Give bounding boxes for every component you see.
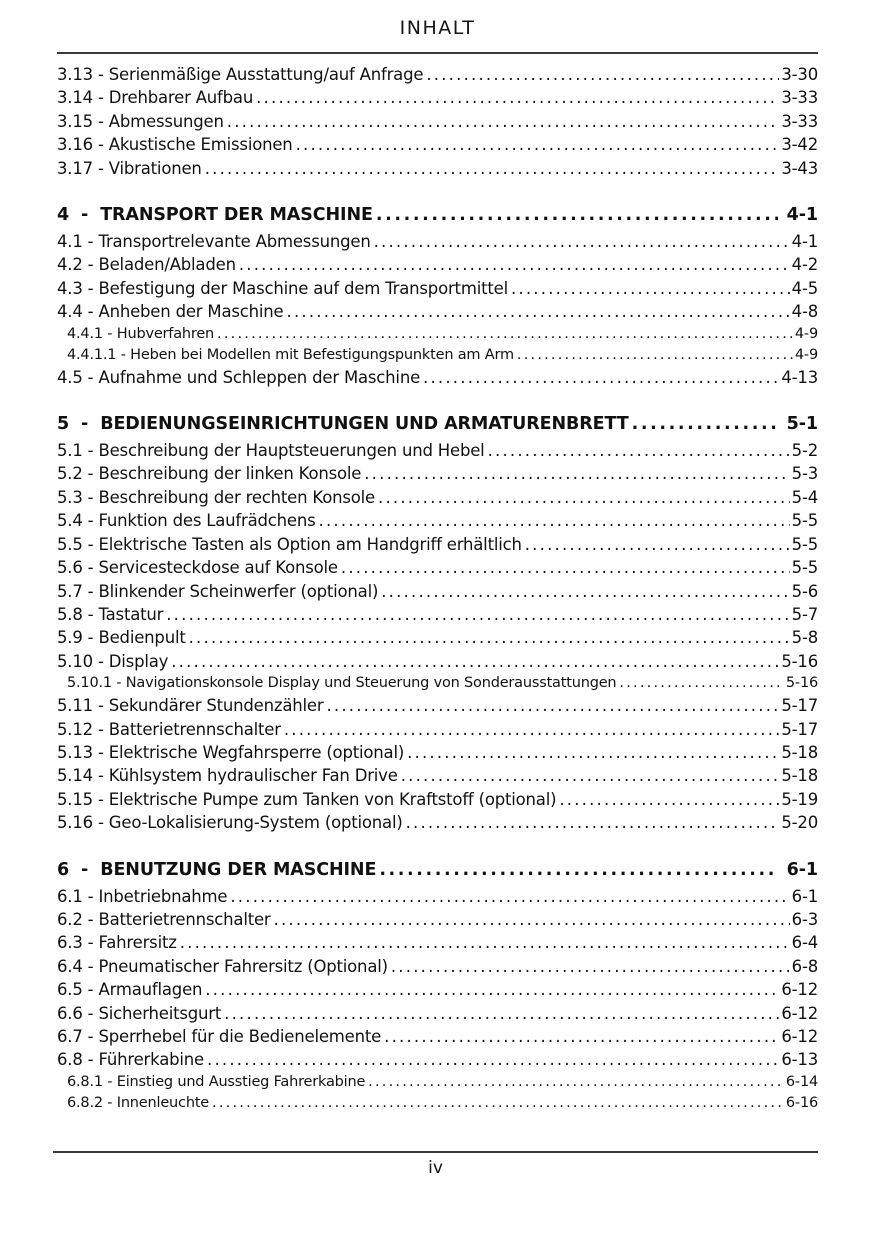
toc-entry-label: 5.16 - Geo-Lokalisierung-System (optional) [57, 813, 403, 833]
dot-leader [217, 324, 793, 345]
toc-entry-label: 6.8.2 - Innenleuchte [67, 1094, 210, 1111]
dot-leader [525, 533, 790, 556]
toc-entry-label: 5.6 - Servicesteckdose auf Konsole [57, 558, 338, 578]
dot-leader [274, 908, 790, 931]
dot-leader [189, 626, 790, 649]
toc-entry-label: 4.4.1 - Hubverfahren [67, 325, 215, 342]
dot-leader [619, 673, 783, 694]
toc-group [57, 855, 818, 1114]
toc-entry [57, 978, 818, 1001]
toc-entry-page: 5-8 [791, 628, 818, 648]
toc-entry-page: 6-4 [791, 933, 818, 953]
dot-leader [205, 157, 780, 180]
toc-section-heading [57, 409, 818, 439]
toc-entry [57, 1048, 818, 1071]
toc-entry-page: 6-14 [785, 1073, 818, 1090]
toc-entry-label: 6.8 - Führerkabine [57, 1050, 204, 1070]
dot-leader [368, 1072, 784, 1093]
toc-entry-page: 5-4 [791, 487, 818, 507]
toc-entry [57, 86, 818, 109]
toc-entry [57, 626, 818, 649]
toc-entry-page: 6-1 [791, 886, 818, 906]
toc-entry-page: 5-7 [791, 604, 818, 624]
toc-entry-page: 6-3 [791, 909, 818, 929]
dot-leader [381, 580, 789, 603]
toc-entry-page: 6-12 [781, 980, 818, 1000]
toc-entry [57, 533, 818, 556]
dot-leader [423, 366, 779, 389]
toc-entry [57, 694, 818, 717]
toc-entry [57, 908, 818, 931]
toc-entry [57, 673, 818, 694]
toc-entry [57, 277, 818, 300]
toc-entry-label: 5.3 - Beschreibung der rechten Konsole [57, 487, 376, 507]
dot-leader [384, 1025, 779, 1048]
dot-leader [171, 650, 779, 673]
toc-entry [57, 556, 818, 579]
toc-entry [57, 1002, 818, 1025]
toc-entry-page: 5-18 [781, 742, 818, 762]
toc-entry-page: 6-12 [781, 1003, 818, 1023]
toc-entry-label: 4.3 - Befestigung der Maschine auf dem Transportmittel [57, 278, 508, 298]
toc-entry-label: 6.2 - Batterietrennschalter [57, 909, 271, 929]
toc-entry-label: 5.11 - Sekundärer Stundenzähler [57, 696, 324, 716]
toc-entry [57, 811, 818, 834]
toc-entry-label: 5.10.1 - Navigationskonsole Display und Steuerung von Sonderausstattungen [67, 675, 617, 692]
toc-entry-label: 6.4 - Pneumatischer Fahrersitz (Optional) [57, 956, 388, 976]
toc-entry-label: 5.4 - Funktion des Laufrädchens [57, 511, 316, 531]
dot-leader [559, 788, 779, 811]
dot-leader [212, 1093, 784, 1114]
toc-entry [57, 253, 818, 276]
toc-entry-page: 6-8 [791, 956, 818, 976]
table-of-contents [57, 63, 818, 1114]
toc-entry-label: 5.9 - Bedienpult [57, 628, 186, 648]
dot-leader [180, 931, 790, 954]
dot-leader [379, 855, 777, 885]
dot-leader [284, 718, 780, 741]
dot-leader [517, 345, 793, 366]
toc-entry-page: 5-17 [781, 696, 818, 716]
toc-entry-label: 4.4 - Anheben der Maschine [57, 302, 284, 322]
toc-entry-label: 5.7 - Blinkender Scheinwerfer (optional) [57, 581, 379, 601]
toc-entry [57, 788, 818, 811]
dot-leader [287, 300, 790, 323]
footer-page-number: iv [428, 1158, 443, 1178]
dot-leader [426, 63, 779, 86]
dot-leader [406, 811, 780, 834]
toc-entry-page: 4-1 [786, 205, 818, 226]
toc-entry-page: 5-6 [791, 581, 818, 601]
dot-leader [256, 86, 779, 109]
toc-group [57, 409, 818, 835]
toc-entry-label: 5.13 - Elektrische Wegfahrsperre (optional) [57, 742, 405, 762]
toc-entry [57, 955, 818, 978]
toc-entry [57, 157, 818, 180]
dot-leader [227, 110, 780, 133]
toc-entry-page: 3-33 [781, 111, 818, 131]
dot-leader [391, 955, 790, 978]
dot-leader [364, 462, 789, 485]
toc-entry [57, 324, 818, 345]
toc-entry [57, 345, 818, 366]
toc-entry-label: 5 - BEDIENUNGSEINRICHTUNGEN UND ARMATURENBRETT [57, 414, 629, 435]
toc-entry-page: 5-3 [791, 464, 818, 484]
toc-entry-page: 5-1 [786, 414, 818, 435]
toc-entry-page: 4-1 [791, 232, 818, 252]
toc-entry-label: 6.1 - Inbetriebnahme [57, 886, 228, 906]
toc-entry [57, 486, 818, 509]
toc-entry [57, 300, 818, 323]
toc-entry-label: 4 - TRANSPORT DER MASCHINE [57, 205, 373, 226]
dot-leader [374, 230, 790, 253]
toc-entry [57, 462, 818, 485]
toc-entry-page: 5-5 [791, 534, 818, 554]
toc-group [57, 200, 818, 389]
toc-entry-page: 5-2 [791, 441, 818, 461]
toc-entry-page: 5-16 [781, 651, 818, 671]
dot-leader [401, 764, 780, 787]
toc-entry-page: 4-2 [791, 255, 818, 275]
toc-entry-page: 5-18 [781, 766, 818, 786]
toc-entry [57, 1025, 818, 1048]
toc-section-heading [57, 200, 818, 230]
footer-rule [53, 1151, 818, 1153]
toc-entry-label: 6.5 - Armauflagen [57, 980, 203, 1000]
toc-entry-label: 5.2 - Beschreibung der linken Konsole [57, 464, 362, 484]
toc-entry-page: 3-33 [781, 88, 818, 108]
dot-leader [224, 1002, 779, 1025]
dot-leader [207, 1048, 779, 1071]
dot-leader [230, 885, 789, 908]
header-rule [57, 52, 818, 54]
dot-leader [205, 978, 779, 1001]
toc-section-heading [57, 855, 818, 885]
toc-entry-label: 5.5 - Elektrische Tasten als Option am Handgriff erhältlich [57, 534, 522, 554]
toc-entry [57, 63, 818, 86]
toc-entry-label: 6.6 - Sicherheitsgurt [57, 1003, 222, 1023]
toc-entry-page: 6-13 [781, 1050, 818, 1070]
toc-entry [57, 764, 818, 787]
toc-entry-label: 5.14 - Kühlsystem hydraulischer Fan Drive [57, 766, 398, 786]
toc-entry-label: 5.10 - Display [57, 651, 169, 671]
toc-entry-page: 3-30 [781, 65, 818, 84]
toc-entry-page: 6-12 [781, 1027, 818, 1046]
toc-entry [57, 885, 818, 908]
page-footer [53, 1151, 818, 1178]
toc-entry-page: 3-43 [781, 158, 818, 178]
toc-entry-label: 5.15 - Elektrische Pumpe zum Tanken von Kraftstoff (optional) [57, 789, 557, 809]
toc-entry [57, 110, 818, 133]
toc-entry-page: 4-13 [781, 367, 818, 387]
dot-leader [166, 603, 789, 626]
dot-leader [488, 439, 790, 462]
toc-entry [57, 1072, 818, 1093]
toc-entry-label: 5.12 - Batterietrennschalter [57, 719, 281, 739]
toc-entry [57, 509, 818, 532]
toc-entry [57, 1093, 818, 1114]
toc-group [57, 63, 818, 180]
toc-entry-page: 6-16 [785, 1094, 818, 1111]
dot-leader [239, 253, 790, 276]
toc-entry-page: 3-42 [781, 135, 818, 155]
toc-entry-page: 4-5 [791, 278, 818, 298]
dot-leader [376, 200, 778, 230]
toc-entry-label: 3.14 - Drehbarer Aufbau [57, 88, 254, 108]
toc-entry-label: 4.4.1.1 - Heben bei Modellen mit Befestigungspunkten am Arm [67, 346, 514, 363]
dot-leader [511, 277, 790, 300]
toc-entry [57, 230, 818, 253]
toc-entry-page: 5-19 [781, 789, 818, 809]
toc-entry [57, 718, 818, 741]
toc-entry-label: 3.13 - Serienmäßige Ausstattung/auf Anfrage [57, 65, 424, 84]
toc-entry [57, 580, 818, 603]
toc-entry-page: 5-16 [785, 675, 818, 692]
toc-entry-page: 4-9 [794, 325, 818, 342]
toc-entry [57, 133, 818, 156]
dot-leader [341, 556, 790, 579]
toc-entry [57, 650, 818, 673]
toc-entry-page: 5-20 [781, 813, 818, 833]
toc-entry-label: 3.15 - Abmessungen [57, 111, 224, 131]
toc-entry-page: 5-5 [791, 558, 818, 578]
toc-entry-label: 6.3 - Fahrersitz [57, 933, 177, 953]
toc-entry-label: 5.8 - Tastatur [57, 604, 164, 624]
toc-entry [57, 931, 818, 954]
toc-entry-label: 3.16 - Akustische Emissionen [57, 135, 293, 155]
toc-entry-page: 5-5 [791, 511, 818, 531]
toc-entry [57, 603, 818, 626]
toc-entry [57, 439, 818, 462]
page-header [57, 16, 818, 54]
page-title: INHALT [399, 17, 476, 39]
dot-leader [319, 509, 790, 532]
toc-entry-label: 4.5 - Aufnahme und Schleppen der Maschine [57, 367, 421, 387]
toc-entry-page: 4-9 [794, 346, 818, 363]
toc-entry-label: 5.1 - Beschreibung der Hauptsteuerungen und Hebel [57, 441, 485, 461]
toc-entry-label: 6.8.1 - Einstieg und Ausstieg Fahrerkabine [67, 1073, 366, 1090]
toc-entry [57, 741, 818, 764]
dot-leader [378, 486, 790, 509]
toc-entry-label: 4.1 - Transportrelevante Abmessungen [57, 232, 371, 252]
toc-entry [57, 366, 818, 389]
toc-entry-page: 5-17 [781, 719, 818, 739]
dot-leader [632, 409, 778, 439]
toc-entry-label: 6 - BENUTZUNG DER MASCHINE [57, 859, 377, 880]
toc-entry-page: 4-8 [791, 302, 818, 322]
dot-leader [407, 741, 779, 764]
toc-entry-page: 6-1 [786, 859, 818, 880]
dot-leader [326, 694, 779, 717]
toc-entry-label: 4.2 - Beladen/Abladen [57, 255, 236, 275]
toc-entry-label: 3.17 - Vibrationen [57, 158, 202, 178]
dot-leader [296, 133, 780, 156]
toc-entry-label: 6.7 - Sperrhebel für die Bedienelemente [57, 1027, 382, 1046]
